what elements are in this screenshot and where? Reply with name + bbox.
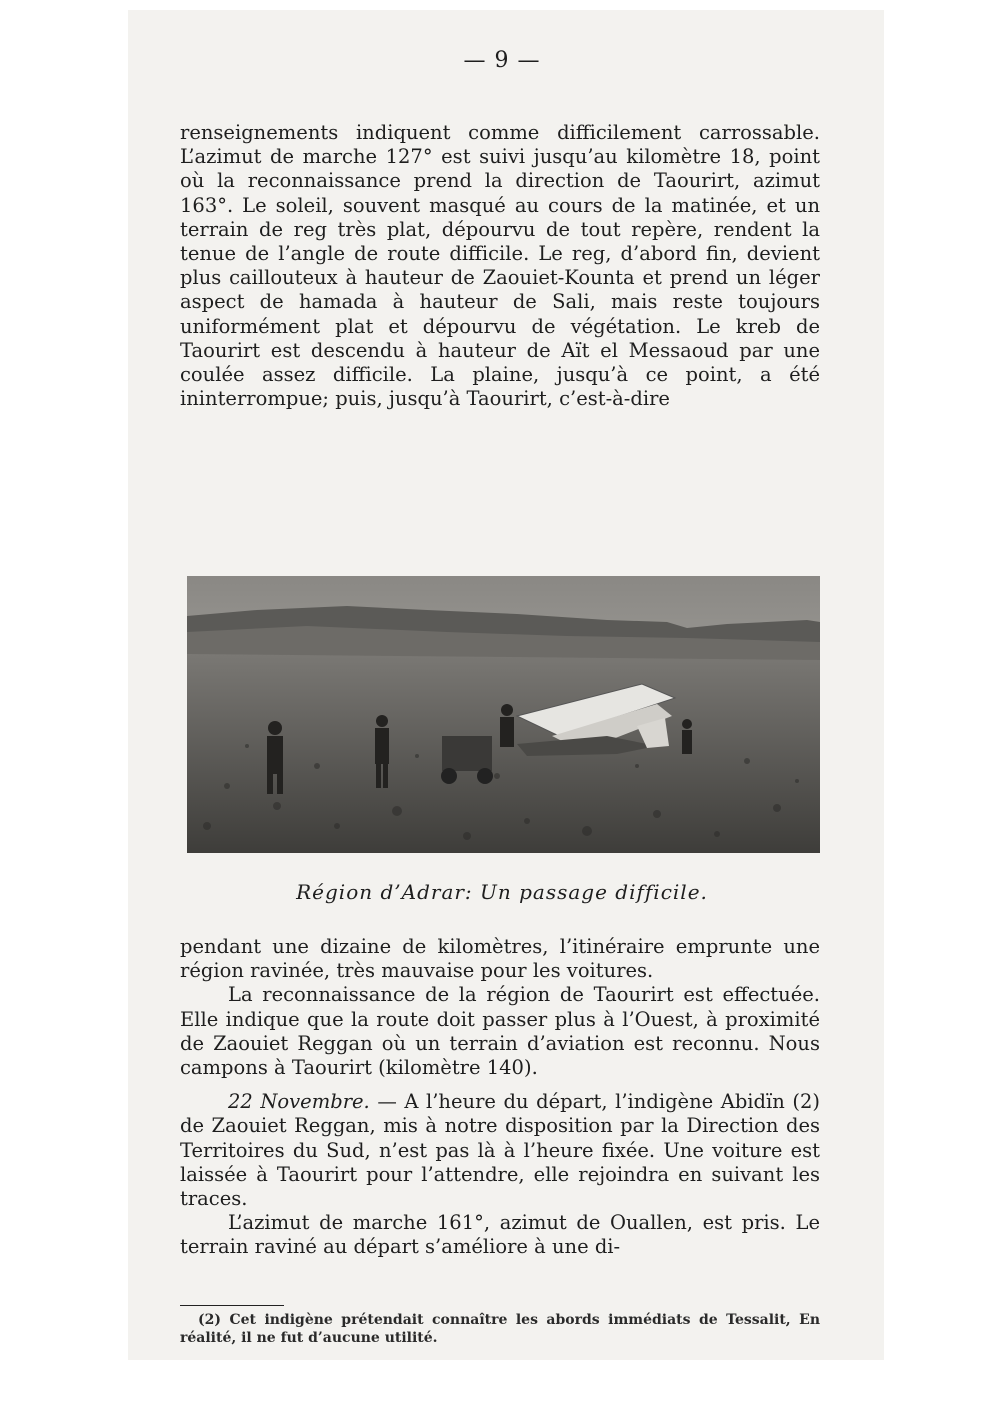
entry-text: — A l’heure du départ, l’indigène Abidïn (2) de Zaouiet Reggan, mis à notre disposition par la Direction des Territoires du Sud, n’est pas là à l’heure fixée. Une voiture est laissée à Taourirt pour l’attendre, elle rejoindra en suivant les traces. <box>180 1090 820 1211</box>
dated-paragraph <box>180 1090 820 1211</box>
body-text-top <box>180 121 820 411</box>
body-text-bottom <box>180 935 820 1260</box>
paragraph: La reconnaissance de la région de Taourirt est effectuée. Elle indique que la route doit passer plus à l’Ouest, à proximité de Zaouiet Reggan où un terrain d’aviation est reconnu. Nous campons à Taourirt (kilomètre 140). <box>180 983 820 1080</box>
footnote-text: (2) Cet indigène prétendait connaître les abords immédiats de Tessalit, En réalité, il ne fut d’aucune utilité. <box>180 1312 820 1346</box>
paragraph: L’azimut de marche 161°, azimut de Ouallen, est pris. Le terrain raviné au départ s’améliore à une di- <box>180 1211 820 1259</box>
photo-aircraft-icon <box>187 576 820 853</box>
footnote-divider <box>180 1305 284 1306</box>
page-number: — 9 — <box>463 48 541 73</box>
paragraph: pendant une dizaine de kilomètres, l’itinéraire emprunte une région ravinée, très mauvaise pour les voitures. <box>180 935 820 983</box>
photo-caption: Région d’Adrar: Un passage difficile. <box>296 880 708 904</box>
entry-date: 22 Novembre. <box>228 1090 370 1114</box>
paragraph: renseignements indiquent comme difficilement carrossable. L’azimut de marche 127° est suivi jusqu’au kilomètre 18, point où la reconnaissance prend la direction de Taourirt, azimut 163°. Le soleil, souvent masqué au cours de la matinée, et un terrain de reg très plat, dépourvu de tout repère, rendent la tenue de l’angle de route difficile. Le reg, d’abord fin, devient plus caillouteux à hauteur de Zaouiet-Kounta et prend un léger aspect de hamada à hauteur de Sali, mais reste toujours uniformément plat et dépourvu de végétation. Le kreb de Taourirt est descendu à hauteur de Aït el Messaoud par une coulée assez difficile. La plaine, jusqu’à ce point, a été ininterrompue; puis, jusqu’à Taourirt, c’est-à-dire <box>180 121 820 411</box>
photograph <box>187 576 820 853</box>
footnote <box>180 1311 820 1347</box>
